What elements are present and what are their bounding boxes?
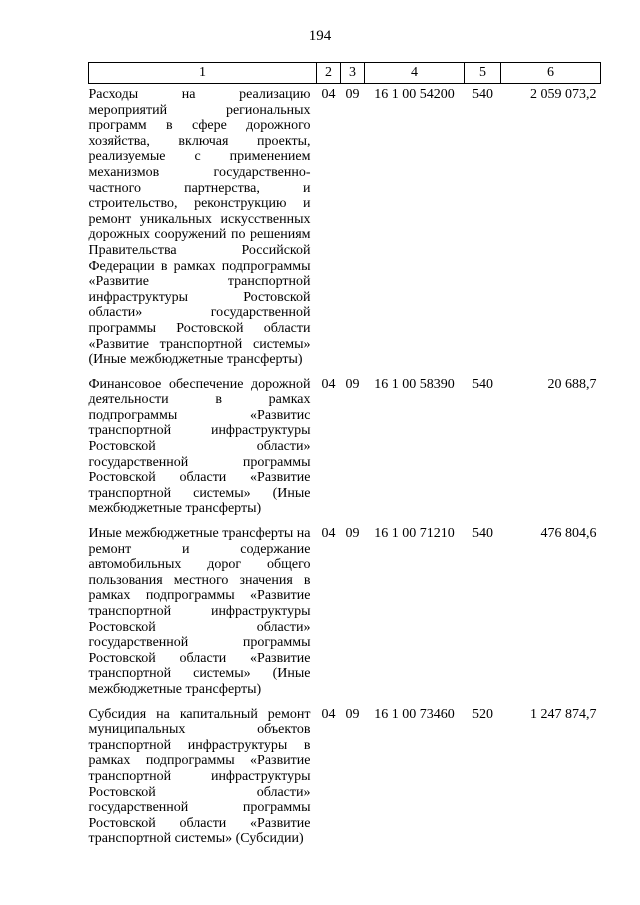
row-subsection: 09 xyxy=(345,526,360,542)
row-target-article: 16 1 00 54200 xyxy=(374,87,455,102)
row-section: 04 xyxy=(321,376,336,392)
table-row xyxy=(89,84,601,374)
row-amount: 476 804,6 xyxy=(540,526,597,542)
row-section: 04 xyxy=(321,706,336,722)
row-section: 04 xyxy=(321,87,336,102)
header-col-2: 2 xyxy=(317,63,341,84)
row-expense-type: 540 xyxy=(472,526,493,542)
page-number: 194 xyxy=(308,28,332,44)
row-expense-type: 520 xyxy=(472,706,493,722)
header-col-1: 1 xyxy=(89,63,317,84)
header-col-4: 4 xyxy=(365,63,465,84)
header-col-5: 5 xyxy=(465,63,501,84)
row-expense-type: 540 xyxy=(472,376,493,392)
header-col-6: 6 xyxy=(501,63,601,84)
row-subsection: 09 xyxy=(345,706,360,722)
row-target-article: 16 1 00 73460 xyxy=(374,706,455,722)
row-description: Расходы на реализацию мероприятий региональных программ в сфере дорожного хозяйства, включая проекты, реализуемые с применением механизмов государственно-частного партнерства, и строительство, реконструкцию и ремонт уникальных искусственных дорожных сооружений по решениям Правительства Российской Федерации в рамках подпрограммы «Развитие транспортной инфраструктуры Ростовской области» государственной программы Ростовской области «Развитие транспортной системы» (Иные межбюджетные трансферты) xyxy=(88,87,311,368)
row-expense-type: 540 xyxy=(472,87,493,102)
table-row xyxy=(89,523,601,704)
row-amount: 20 688,7 xyxy=(547,376,597,392)
table-row xyxy=(89,704,601,853)
row-amount: 2 059 073,2 xyxy=(530,87,597,102)
row-section: 04 xyxy=(321,526,336,542)
table-row xyxy=(89,374,601,523)
header-col-3: 3 xyxy=(341,63,365,84)
row-description: Финансовое обеспечение дорожной деятельности в рамках подпрограммы «Развитис транспортной инфраструктуры Ростовской области» государственной программы Ростовской области «Развитие транспортной системы» (Иные межбюджетные трансферты) xyxy=(88,376,311,517)
row-subsection: 09 xyxy=(345,87,360,102)
budget-table xyxy=(88,62,601,853)
table-header-row xyxy=(89,63,601,84)
row-amount: 1 247 874,7 xyxy=(530,706,597,722)
row-description: Иные межбюджетные трансферты на ремонт и содержание автомобильных дорог общего пользования местного значения в рамках подпрограммы «Развитие транспортной инфраструктуры Ростовской области» государственной программы Ростовской области «Развитие транспортной системы» (Иные межбюджетные трансферты) xyxy=(88,526,311,697)
row-target-article: 16 1 00 71210 xyxy=(374,526,455,542)
row-description: Субсидия на капитальный ремонт муниципальных объектов транспортной инфраструктуры в рамках подпрограммы «Развитие транспортной инфраструктуры Ростовской области» государственной программы Ростовской области «Развитие транспортной системы» (Субсидии) xyxy=(88,706,311,847)
row-subsection: 09 xyxy=(345,376,360,392)
row-target-article: 16 1 00 58390 xyxy=(374,376,455,392)
